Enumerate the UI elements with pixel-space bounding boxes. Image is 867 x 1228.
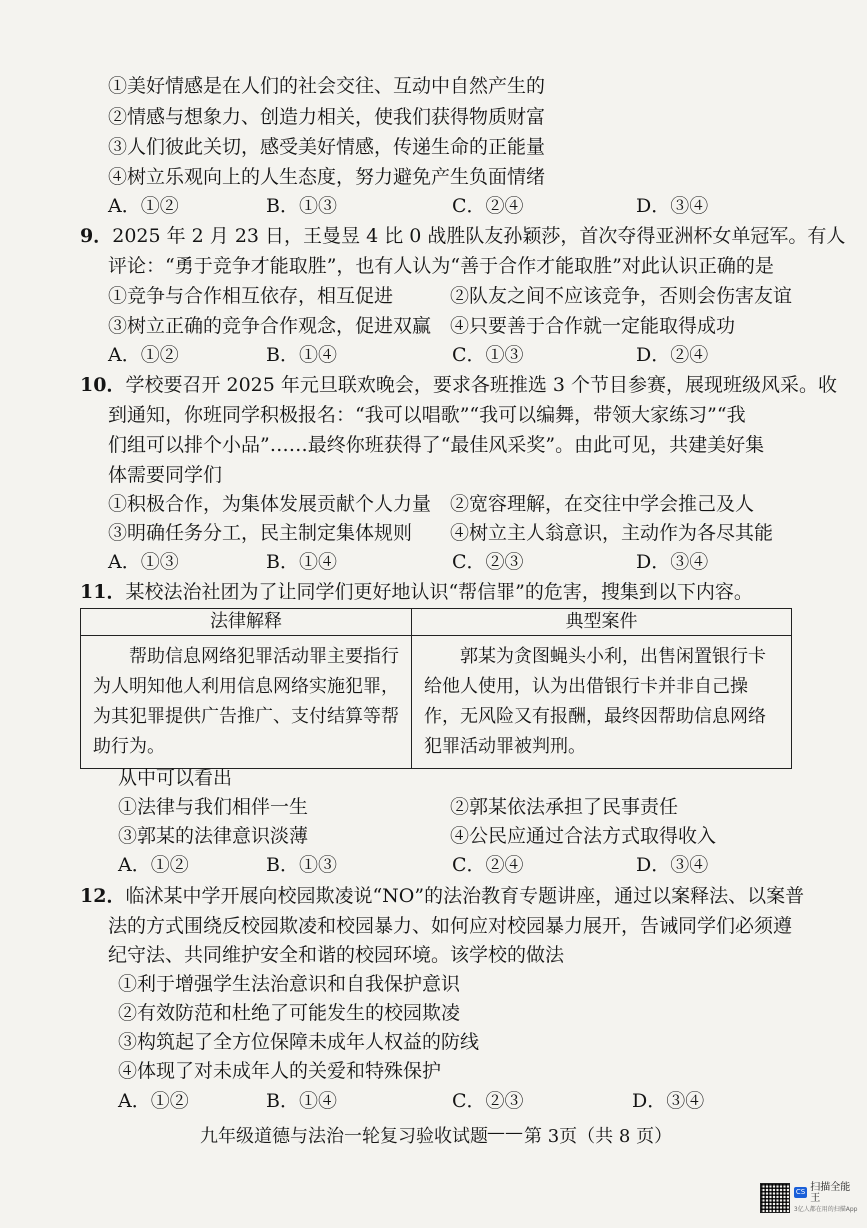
qr-code-icon	[760, 1183, 790, 1213]
q10-number: 10．	[80, 374, 126, 396]
q11-choices	[0, 853, 867, 877]
q12-statement-2: ②有效防范和杜绝了可能发生的校园欺凌	[118, 1002, 461, 1024]
table-cell-law: 帮助信息网络犯罪活动罪主要指行为人明知他人利用信息网络实施犯罪，为其犯罪提供广告推广、支付结算等帮助行为。	[81, 636, 412, 769]
q9-choices	[0, 343, 867, 367]
q10-choice-a: A．①③	[108, 551, 179, 573]
q12-number: 12．	[80, 885, 126, 907]
q12-choice-b: B．①④	[266, 1090, 337, 1112]
table-header-row	[81, 609, 792, 636]
camscanner-logo-icon: CS	[795, 1188, 806, 1196]
q8-choice-c: C．②④	[452, 195, 524, 217]
q10-stem-text-1: 学校要召开 2025 年元旦联欢晚会，要求各班推选 3 个节目参赛，展现班级风采。收	[125, 374, 838, 396]
q8-choice-d: D．③④	[636, 195, 709, 217]
watermark-brand	[794, 1182, 860, 1204]
table-row	[81, 636, 792, 769]
q10-choice-d: D．③④	[636, 551, 709, 573]
scanner-watermark	[760, 1182, 860, 1214]
q12-statement-4: ④体现了对未成年人的关爱和特殊保护	[118, 1060, 442, 1082]
q11-choice-b: B．①③	[266, 854, 337, 876]
q10-statement-1: ①积极合作，为集体发展贡献个人力量	[108, 493, 432, 515]
q10-choice-c: C．②③	[452, 551, 524, 573]
q8-statement-3: ③人们彼此关切，感受美好情感，传递生命的正能量	[108, 136, 546, 158]
q11-stem-line-1	[80, 580, 753, 604]
q9-number: 9．	[80, 225, 113, 247]
q10-stem-line-4: 体需要同学们	[108, 464, 223, 486]
footer-dash: ——	[487, 1122, 523, 1143]
q11-choice-c: C．②④	[452, 854, 524, 876]
footer-page-number: 第 3页（共 8 页）	[524, 1126, 673, 1147]
table-header-law: 法律解释	[81, 609, 412, 636]
q11-statement-3: ③郭某的法律意识淡薄	[118, 825, 309, 847]
q9-statement-2: ②队友之间不应该竞争，否则会伤害友谊	[450, 285, 793, 307]
q8-choice-a: A．①②	[108, 195, 179, 217]
q9-stem-line-1	[80, 224, 845, 248]
q11-choice-a: A．①②	[118, 854, 189, 876]
footer-title: 九年级道德与法治一轮复习验收试题	[200, 1126, 488, 1147]
table-header-case: 典型案件	[412, 609, 792, 636]
q12-stem-line-1	[80, 884, 804, 908]
q8-choices	[0, 194, 867, 218]
q11-stem-text-1: 某校法治社团为了让同学们更好地认识“帮信罪”的危害，搜集到以下内容。	[125, 581, 753, 603]
q10-statement-3: ③明确任务分工，民主制定集体规则	[108, 522, 413, 544]
q8-statement-4: ④树立乐观向上的人生态度，努力避免产生负面情绪	[108, 166, 546, 188]
q12-statement-1: ①利于增强学生法治意识和自我保护意识	[118, 973, 461, 995]
q12-statement-3: ③构筑起了全方位保障未成年人权益的防线	[118, 1031, 480, 1053]
q10-statement-2: ②宽容理解，在交往中学会推己及人	[450, 493, 755, 515]
q10-choice-b: B．①④	[266, 551, 337, 573]
table-cell-case: 郭某为贪图蝇头小利，出售闲置银行卡给他人使用，认为出借银行卡并非自己操作，无风险又有报酬，最终因帮助信息网络犯罪活动罪被判刑。	[412, 636, 792, 769]
q10-stem-line-3: 们组可以排个小品”……最终你班获得了“最佳风采奖”。由此可见，共建美好集	[108, 434, 765, 456]
q11-table	[80, 608, 792, 769]
q12-stem-line-2: 法的方式围绕反校园欺凌和校园暴力、如何应对校园暴力展开，告诫同学们必须遵	[108, 915, 793, 937]
q12-choice-c: C．②③	[452, 1090, 524, 1112]
q10-choices	[0, 550, 867, 574]
q11-number: 11．	[80, 581, 126, 603]
watermark-subtitle: 3亿人都在用的扫描App	[793, 1205, 858, 1213]
q9-choice-b: B．①④	[266, 344, 337, 366]
q12-choice-a: A．①②	[118, 1090, 189, 1112]
q10-stem-line-2: 到通知，你班同学积极报名：“我可以唱歌”“我可以编舞，带领大家练习”“我	[108, 404, 746, 426]
q10-stem-line-1	[80, 373, 837, 397]
q11-lead: 从中可以看出	[118, 767, 233, 789]
q9-statement-3: ③树立正确的竞争合作观念，促进双赢	[108, 315, 432, 337]
watermark-brand-name: 扫描全能王	[810, 1181, 851, 1204]
q12-choice-d: D．③④	[632, 1090, 705, 1112]
q11-statement-1: ①法律与我们相伴一生	[118, 796, 309, 818]
q10-statement-4: ④树立主人翁意识，主动作为各尽其能	[450, 522, 774, 544]
q12-stem-line-3: 纪守法、共同维护安全和谐的校园环境。该学校的做法	[108, 944, 565, 966]
q9-choice-c: C．①③	[452, 344, 524, 366]
q9-statement-4: ④只要善于合作就一定能取得成功	[450, 315, 736, 337]
q8-statement-1: ①美好情感是在人们的社会交往、互动中自然产生的	[108, 75, 546, 97]
q12-stem-text-1: 临沭某中学开展向校园欺凌说“NO”的法治教育专题讲座，通过以案释法、以案普	[125, 885, 805, 907]
q9-choice-a: A．①②	[108, 344, 179, 366]
q9-stem-line-2: 评论：“勇于竞争才能取胜”，也有人认为“善于合作才能取胜”对此认识正确的是	[108, 255, 774, 277]
q11-statement-2: ②郭某依法承担了民事责任	[450, 796, 679, 818]
q9-statement-1: ①竞争与合作相互依存，相互促进	[108, 285, 394, 307]
q9-stem-text-1: 2025 年 2 月 23 日，王曼昱 4 比 0 战胜队友孙颖莎，首次夺得亚洲杯女单冠军。有人	[112, 225, 846, 247]
q12-choices	[0, 1089, 867, 1113]
q11-statement-4: ④公民应通过合法方式取得收入	[450, 825, 717, 847]
q11-choice-d: D．③④	[636, 854, 709, 876]
q9-choice-d: D．②④	[636, 344, 709, 366]
watermark-text	[794, 1182, 860, 1215]
q8-statement-2: ②情感与想象力、创造力相关，使我们获得物质财富	[108, 106, 546, 128]
q8-choice-b: B．①③	[266, 195, 337, 217]
